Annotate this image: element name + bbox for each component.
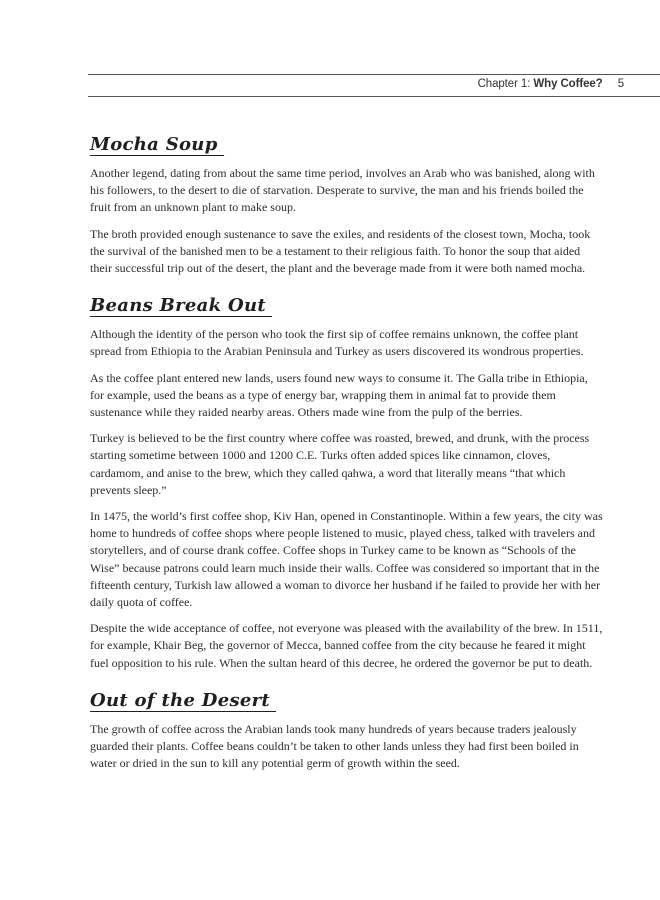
chapter-label: Chapter 1: [477,78,531,90]
section-mocha-soup [90,134,604,277]
section-heading: Out of the Desert [90,689,271,711]
paragraph: As the coffee plant entered new lands, users found new ways to consume it. The Galla tribe in Ethiopia, for example, used the beans as a type of energy bar, wrapping them in animal fat to provide them sustenance while they raided nearby areas. Others made wine from the pulp of the berries. [90,370,588,420]
section-heading: Mocha Soup [90,134,218,155]
section-beans-break-out [90,295,604,672]
paragraph: Although the identity of the person who took the first sip of coffee remains unknown, the coffee plant spread from Ethiopia to the Arabian Peninsula and Turkey as users discovered its wondrous properties. [90,327,584,359]
paragraph: Despite the wide acceptance of coffee, not everyone was pleased with the availability of the brew. In 1511, for example, Khair Beg, the governor of Mecca, banned coffee from the city because he feared it might fuel opposition to his rule. When the sultan heard of this decree, he ordered the governor be put to death. [90,621,603,670]
running-head [478,78,624,90]
page-body [90,134,604,790]
section-out-of-the-desert [90,690,604,773]
paragraph: In 1475, the world’s first coffee shop, Kiv Han, opened in Constantinople. Within a few years, the city was home to hundreds of coffee shops where people listened to music, played chess, talked with travelers and storytellers, and of course drank coffee. Coffee shops in Turkey came to be known as “Schools of the Wise” because patrons could learn much inside their walls. Coffee was considered so important that in the fifteenth century, Turkish law allowed a woman to divorce her husband if he failed to provide her with her daily quota of coffee. [90,509,603,610]
paragraph: Turkey is believed to be the first country where coffee was roasted, brewed, and drunk, with the process starting sometime between 1000 and 1200 C.E. Turks often added spices like cinnamon, cloves, cardamom, and anise to the brew, which they called qahwa, a word that literally means “that which prevents sleep.” [90,431,590,497]
header-rule-top [88,74,660,75]
paragraph: The growth of coffee across the Arabian lands took many hundreds of years because traders jealously guarded their plants. Coffee beans couldn’t be taken to other lands unless they had first been boiled in water or dried in the sun to kill any potential germ of growth within the seed. [90,721,579,771]
paragraph: The broth provided enough sustenance to save the exiles, and residents of the closest town, Mocha, took the survival of the banished men to be a testament to their religious faith. To honor the soup that aided their successful trip out of the desert, the plant and the beverage made from it were both named mocha. [90,226,591,276]
section-heading: Beans Break Out [90,295,266,317]
header-rule-bottom [88,96,660,97]
chapter-title: Why Coffee? [533,78,603,90]
paragraph: Another legend, dating from about the same time period, involves an Arab who was banished, along with his followers, to the desert to die of starvation. Desperate to survive, the man and his friends boiled the fruit from an unknown plant to make soup. [90,166,595,215]
page-number: 5 [617,78,624,90]
